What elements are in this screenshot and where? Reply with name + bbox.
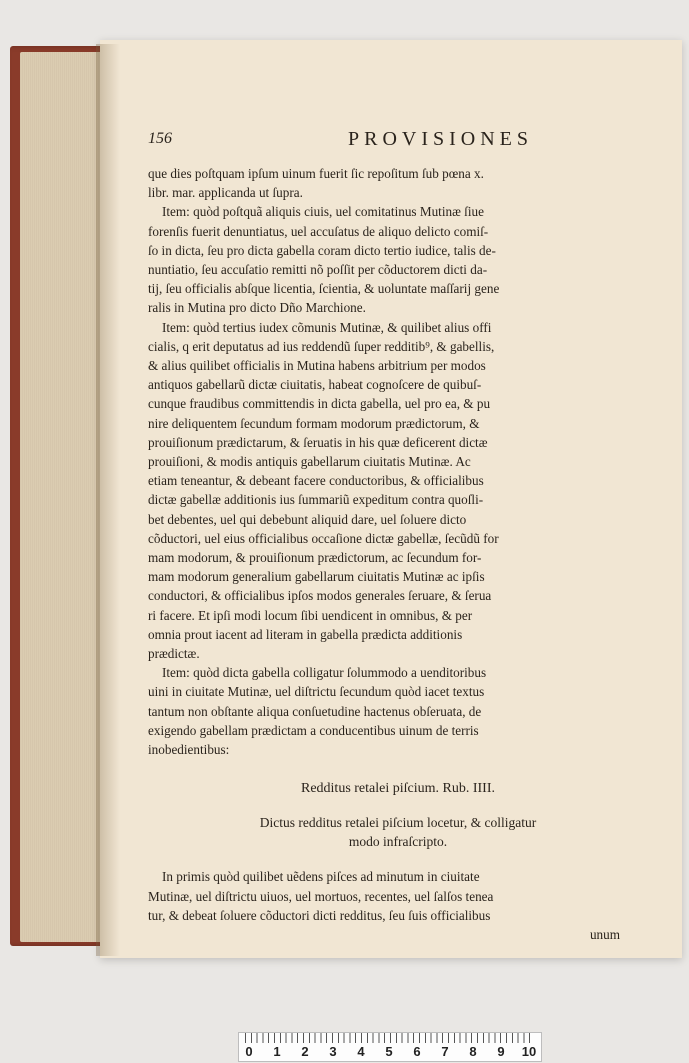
- text-line: In primis quòd quilibet uẽdens piſces ad minutum in ciuitate: [162, 869, 480, 885]
- text-line: prouiſioni, & modis antiquis gabellarum ciuitatis Mutinæ. Ac: [148, 454, 471, 470]
- text-line: prædictæ.: [148, 646, 200, 662]
- text-block: [148, 128, 648, 944]
- text-line: cõductori, uel eius officialibus occaſione dictæ gabellæ, ſecũdũ for: [148, 530, 499, 546]
- page-number: 156: [148, 130, 172, 147]
- text-line: inobedientibus:: [148, 742, 230, 758]
- text-line: tantum non obſtante aliqua conſuetudine hactenus obſeruata, de: [148, 703, 482, 719]
- ruler-label: 0: [245, 1044, 253, 1059]
- text-line: antiquos gabellarũ dictæ ciuitatis, habeat cognoſcere de quibuſ-: [148, 377, 482, 393]
- ruler-label: 7: [441, 1044, 449, 1059]
- paragraph-5: [148, 867, 648, 925]
- text-line: etiam teneantur, & debeant facere conductoribus, & officialibus: [148, 473, 484, 489]
- text-line: dictæ gabellæ additionis ius ſummariũ expeditum contra quoſli-: [148, 492, 484, 508]
- text-line: Item: quòd poſtquã aliquis ciuis, uel comitatinus Mutinæ ſiue: [162, 204, 484, 220]
- text-line: Item: quòd tertius iudex cõmunis Mutinæ, & quilibet alius offi: [162, 319, 492, 335]
- text-line: cunque fraudibus committendis in dicta gabella, uel pro ea, & pu: [148, 396, 491, 412]
- text-line: tij, ſeu officialis abſque licentia, ſcientia, & uoluntate maſſarij gene: [148, 281, 500, 297]
- ruler-label: 1: [273, 1044, 281, 1059]
- paragraph-3: [148, 318, 648, 664]
- text-line: ralis in Mutina pro dicto Dño Marchione.: [148, 300, 366, 316]
- ruler-label: 5: [385, 1044, 393, 1059]
- page-gutter-shadow: [96, 44, 120, 956]
- text-line: libr. mar. applicanda ut ſupra.: [148, 185, 303, 201]
- paragraph-2: [148, 202, 648, 317]
- text-line: Mutinæ, uel diſtrictu uiuos, uel mortuos, recentes, uel ſalſos tenea: [148, 888, 494, 904]
- text-line: nuntiatio, ſeu accuſatio remitti nõ poſſit per cõductorem dicti da-: [148, 262, 488, 278]
- text-line: exigendo gabellam prædictam a conducentibus uinum de terris: [148, 722, 479, 738]
- text-line: bet debentes, uel qui debebunt aliquid dare, uel ſoluere dicto: [148, 511, 467, 527]
- text-line: cialis, q erit deputatus ad ius reddendũ ſuper redditib⁹, & gabellis,: [148, 338, 495, 354]
- text-line: Item: quòd dicta gabella colligatur ſolummodo a uenditoribus: [162, 665, 487, 681]
- text-line: mam modorum generalium gabellarum ciuitatis Mutinæ ac ipſis: [148, 569, 485, 585]
- ruler-label: 10: [521, 1044, 537, 1059]
- ruler-label: 6: [413, 1044, 421, 1059]
- ruler-label: 9: [497, 1044, 505, 1059]
- text-line: que dies poſtquam ipſum uinum fuerit ſic repoſitum ſub pœna x.: [148, 166, 484, 181]
- text-line: omnia prout iacent ad literam in gabella prædicta additionis: [148, 626, 463, 642]
- catchword: unum: [589, 926, 620, 942]
- scale-ruler: [238, 1032, 542, 1062]
- text-line: ri facere. Et ipſi modi locum ſibi uendicent in omnibus, & per: [148, 607, 473, 623]
- text-line: tur, & debeat ſoluere cõductori dicti redditus, ſeu ſuis officialibus: [148, 907, 491, 923]
- section-subheading: [148, 813, 648, 851]
- text-line: nire deliquentem ſecundum formam modorum prædictorum, &: [148, 415, 480, 431]
- ruler-label: 8: [469, 1044, 477, 1059]
- text-line: conductori, & officialibus ipſos modos generales ſeruare, & ſerua: [148, 588, 492, 604]
- text-line: ſo in dicta, ſeu pro dicta gabella coram dicto tertio iudice, talis de-: [148, 242, 496, 258]
- text-line: & alius quilibet officialis in Mutina habens arbitrium per modos: [148, 358, 486, 374]
- ruler-ticks: [245, 1033, 535, 1043]
- text-line: mam modorum, & prouiſionum prædictorum, ac ſecundum for-: [148, 550, 482, 566]
- paragraph-4: [148, 663, 648, 759]
- subheading-line: modo infraſcripto.: [348, 834, 448, 850]
- section-rubric: Redditus retalei piſcium. Rub. IIII.: [300, 781, 495, 797]
- running-head-title: PROVISIONES: [348, 128, 534, 150]
- ruler-label: 3: [329, 1044, 337, 1059]
- subheading-line: Dictus redditus retalei piſcium locetur, & colligatur: [259, 815, 537, 831]
- ruler-label: 4: [357, 1044, 365, 1059]
- text-line: forenſis fuerit denuntiatus, uel accuſatus de aliquo delicto comiſ-: [148, 223, 489, 239]
- running-head: [148, 128, 648, 164]
- paragraph-1: [148, 164, 648, 202]
- text-line: prouiſionum prædictarum, & ſeruatis in his quæ deficerent dictæ: [148, 434, 488, 450]
- text-line: uini in ciuitate Mutinæ, uel diſtrictu ſecundum quòd iacet textus: [148, 684, 485, 700]
- ruler-label: 2: [301, 1044, 309, 1059]
